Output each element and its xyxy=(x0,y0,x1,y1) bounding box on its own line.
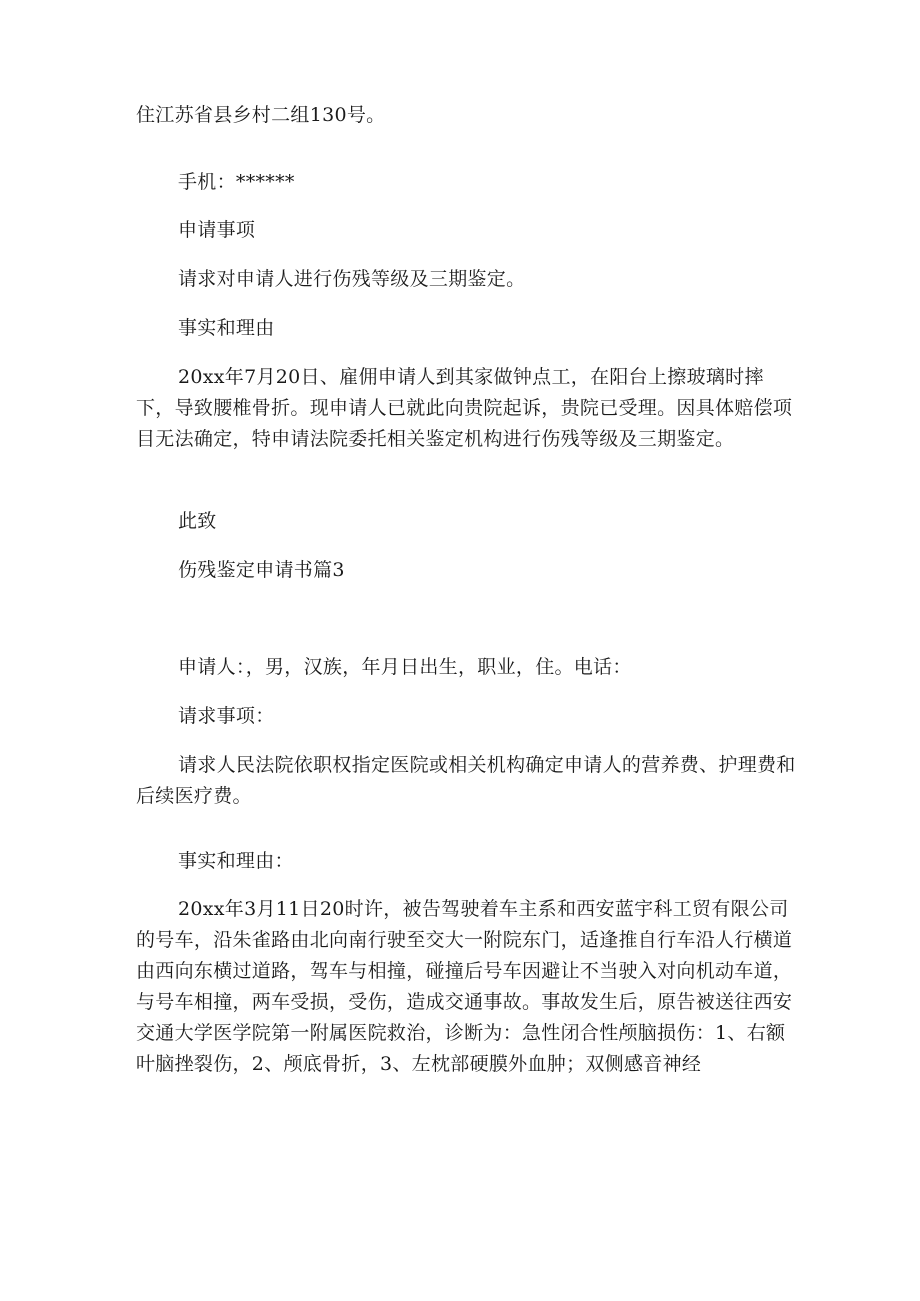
request-body: 请求人民法院依职权指定医院或相关机构确定申请人的营养费、护理费和后续医疗费。 xyxy=(136,754,796,807)
heading-request-items: 请求事项： xyxy=(178,705,275,727)
facts-paragraph-1: 20xx年7月20日、雇佣申请人到其家做钟点工，在阳台上擦玻璃时摔下，导致腰椎骨折。现申请人已就此向贵院起诉，贵院已受理。因具体赔偿项目无法确定，特申请法院委托相关鉴定机构进行伤残等级及三期鉴定。 xyxy=(136,366,793,450)
applicant-info: 申请人：，男，汉族，年月日出生，职业，住。电话： xyxy=(178,656,632,678)
application-request: 请求对申请人进行伤残等级及三期鉴定。 xyxy=(178,268,526,290)
phone-line: 手机：****** xyxy=(178,171,295,193)
section-title: 伤残鉴定申请书篇3 xyxy=(178,559,345,581)
heading-application-items: 申请事项 xyxy=(178,219,256,241)
facts-paragraph-2: 20xx年3月11日20时许，被告驾驶着车主系和西安蓝宇科工贸有限公司的号车，沿朱雀路由北向南行驶至交大一附院东门，适逢推自行车沿人行横道由西向东横过道路，驾车与相撞，碰撞后号车因避让不当驶入对向机动车道，与号车相撞，两车受损，受伤，造成交通事故。事故发生后，原告被送往西安交通大学医学院第一附属医院救治，诊断为：急性闭合性颅脑损伤：1、右额叶脑挫裂伤，2、颅底骨折，3、左枕部硬膜外血肿；双侧感音神经 xyxy=(136,898,793,1075)
heading-facts-reasons: 事实和理由 xyxy=(178,317,275,339)
address-line: 住江苏省县乡村二组130号。 xyxy=(136,104,386,126)
closing-cizhi: 此致 xyxy=(178,510,217,532)
heading-facts-reasons-2: 事实和理由： xyxy=(178,850,294,872)
